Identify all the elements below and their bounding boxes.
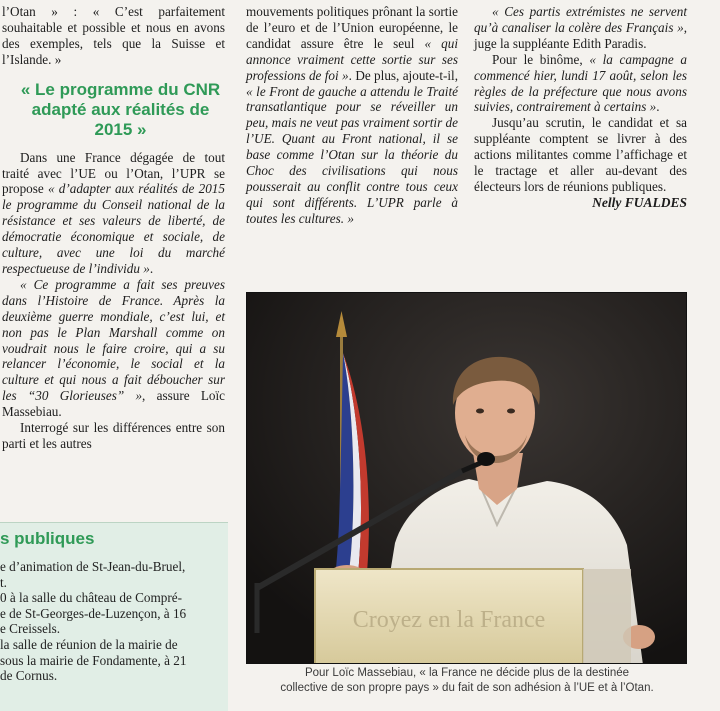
col1-p2-quote: « Ce programme a fait ses preuves dans l’Histoire de France. Après la deuxième guerre mondiale, c’est lui, et non pas le Plan Marshall comme on voudrait nous le faire croire, qui a su relancer l’économie, le social et la culture et qui nous a fait déboucher sur les “30 Glorieuses” » (2, 276, 225, 404)
col2-p1-lead: mouvements politiques prônant la sortie de l’euro et de l’Union européenne, le candidat assure être le seul (246, 4, 458, 51)
col2-p1-quote2: « le Front de gauche a attendu le Traité transatlantique pour se réveiller un peu, mais ne veut pas vraiment sortir de l’UE. Quant au Front national, il se base comme l’Otan sur la théorie du Choc des civilisations qui nous pousserait au conflit contre tous ceux qui sont différents. L’UPR parle à toutes les cultures. » (246, 83, 458, 226)
col3-p2-lead: Pour le binôme, (492, 51, 590, 67)
public-meetings-box (0, 522, 228, 711)
candidate-photo (246, 292, 687, 664)
box-title: s publiques (0, 529, 95, 548)
col3-p2-quote: « la campagne a commencé hier, lundi 17 août, selon les règles de la préfecture que nous avons suivies, contrairement à certains » (474, 51, 687, 115)
col3-paragraph-3: Jusqu’au scrutin, le candidat et sa suppléante comptent se livrer à des actions militantes comme l’affichage et le tractage et aller au-devant des électeurs lors de réunions publiques. (474, 115, 687, 194)
box-line: sous la mairie de Fondamente, à 21 (0, 652, 187, 668)
caption-line-2: collective de son propre pays » du fait de son adhésion à l’UE et à l’Otan. (280, 682, 654, 694)
box-line: e Creissels. (0, 621, 61, 637)
box-line: 0 à la salle du château de Compré- (0, 590, 182, 606)
col1-paragraph-1 (2, 150, 225, 277)
box-line: e de St-Georges-de-Luzençon, à 16 (0, 605, 187, 621)
author-signature: Nelly FUALDES (592, 194, 687, 210)
col2-p1-mid: . De plus, ajoute-t-il, (348, 67, 458, 83)
col3-paragraph-1 (474, 4, 687, 52)
col2-paragraph-1 (246, 4, 458, 227)
article-column-1 (2, 4, 225, 452)
photo-illustration (247, 293, 687, 664)
col1-p2-end: , assure Loïc Massebiau. (2, 388, 225, 420)
photo-caption (242, 666, 692, 696)
col1-p1-end: . (149, 260, 154, 276)
col3-paragraph-2 (474, 52, 687, 116)
box-line: de Cornus. (0, 668, 58, 684)
podium-sign: Croyez en la France (352, 607, 546, 633)
col1-p1-lead: Dans une France dégagée de tout traité avec l’UE ou l’Otan, l’UPR se propose (2, 149, 225, 197)
col3-p1-end: , juge la suppléante Edith Paradis. (474, 19, 687, 51)
caption-line-1: Pour Loïc Massebiau, « la France ne décide plus de la destinée (304, 667, 630, 679)
col3-p1-quote: « Ces partis extrémistes ne servent qu’à canaliser la colère des Français » (474, 4, 687, 35)
box-line: la salle de réunion de la mairie de (0, 636, 178, 652)
col1-p1-quote: « d’adapter aux réalités de 2015 le programme du Conseil national de la résistance et ses valeurs de liberté, de démocratie économique et sociale, de culture, avec une loi du marché respectueuse de l’individu » (2, 181, 225, 276)
article-column-3 (474, 4, 687, 211)
article-subheading: « Le programme du CNR adapté aux réalités de 2015 » (20, 79, 221, 139)
box-line: e d’animation de St-Jean-du-Bruel, (0, 559, 186, 574)
article-column-2 (246, 4, 458, 227)
col1-paragraph-2 (2, 277, 225, 420)
box-line: t. (0, 574, 7, 590)
col2-p1-quote: « qui annonce vraiment cette sortie sur ses professions de foi » (246, 35, 458, 83)
col1-intro: l’Otan » : « C’est parfaitement souhaitable et possible et nous en avons des exemples, tels que la Suisse et l’Islande. » (2, 4, 225, 67)
col1-paragraph-3: Interrogé sur les différences entre son parti et les autres (2, 420, 225, 451)
podium (315, 569, 631, 664)
col3-p2-end: . (656, 99, 660, 115)
